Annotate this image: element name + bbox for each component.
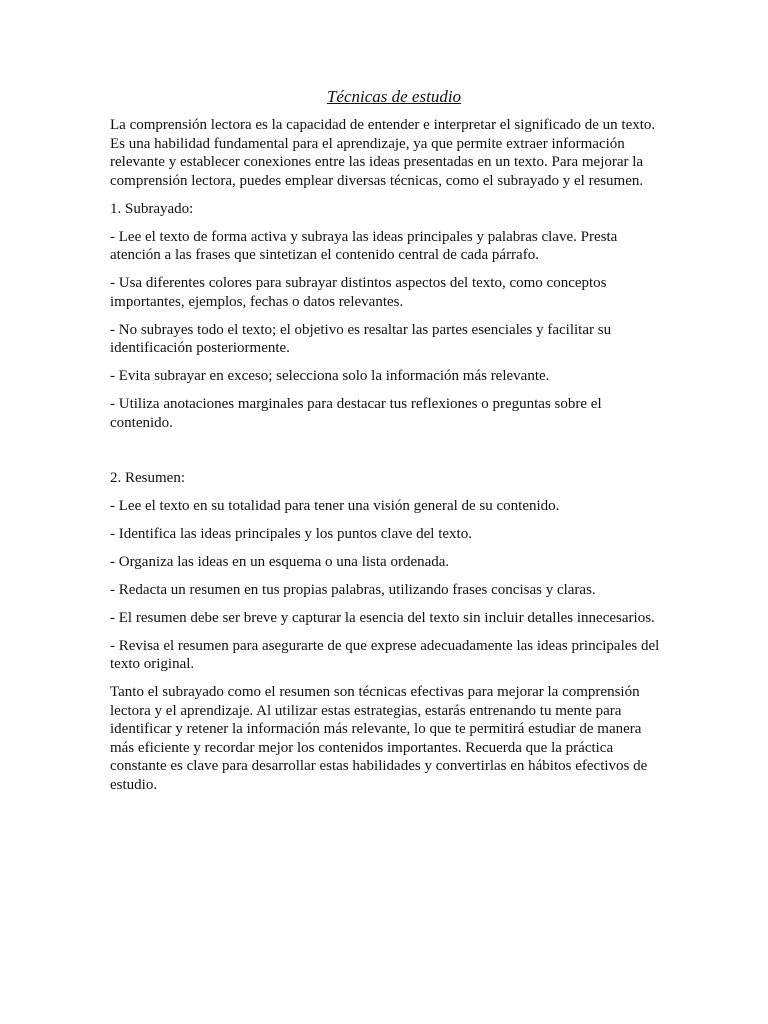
document-title: Técnicas de estudio: [326, 87, 462, 106]
section-heading-resumen: 2. Resumen:: [110, 469, 185, 486]
subrayado-item-5: - Utiliza anotaciones marginales para destacar tus reflexiones o preguntas sobre el contenido.: [110, 396, 602, 431]
subrayado-item-2: - Usa diferentes colores para subrayar distintos aspectos del texto, como conceptos importantes, ejemplos, fechas o datos relevantes.: [110, 275, 607, 310]
subrayado-item-3: - No subrayes todo el texto; el objetivo es resaltar las partes esenciales y facilitar su identificación posteriormente.: [110, 321, 612, 356]
resumen-item-2: - Identifica las ideas principales y los puntos clave del texto.: [110, 525, 472, 542]
resumen-item-6: - Revisa el resumen para asegurarte de que exprese adecuadamente las ideas principales del texto original.: [110, 637, 660, 672]
section-spacer: [110, 442, 668, 469]
resumen-item-3: - Organiza las ideas en un esquema o una lista ordenada.: [110, 553, 450, 570]
intro-paragraph: La comprensión lectora es la capacidad de entender e interpretar el significado de un texto. Es una habilidad fundamental para el aprendizaje, ya que permite extraer información relevante y establecer conexiones entre las ideas presentadas en un texto. Para mejorar la comprensión lectora, puedes emplear diversas técnicas, como el subrayado y el resumen.: [110, 117, 656, 189]
resumen-item-1: - Lee el texto en su totalidad para tener una visión general de su contenido.: [110, 497, 560, 514]
conclusion-paragraph: Tanto el subrayado como el resumen son técnicas efectivas para mejorar la comprensión lectora y el aprendizaje. Al utilizar estas estrategias, estarás entrenando tu mente para identificar y retener la información más relevante, lo que te permitirá estudiar de manera más eficiente y recordar mejor los contenidos importantes. Recuerda que la práctica constante es clave para desarrollar estas habilidades y convertirlas en hábitos efectivos de estudio.: [110, 684, 648, 793]
subrayado-item-1: - Lee el texto de forma activa y subraya las ideas principales y palabras clave. Presta atención a las frases que sintetizan el contenido central de cada párrafo.: [110, 228, 618, 263]
resumen-item-4: - Redacta un resumen en tus propias palabras, utilizando frases concisas y claras.: [110, 581, 596, 598]
section-heading-subrayado: 1. Subrayado:: [110, 200, 194, 217]
resumen-item-5: - El resumen debe ser breve y capturar la esencia del texto sin incluir detalles innecesarios.: [110, 609, 655, 626]
subrayado-item-4: - Evita subrayar en exceso; selecciona solo la información más relevante.: [110, 368, 550, 384]
